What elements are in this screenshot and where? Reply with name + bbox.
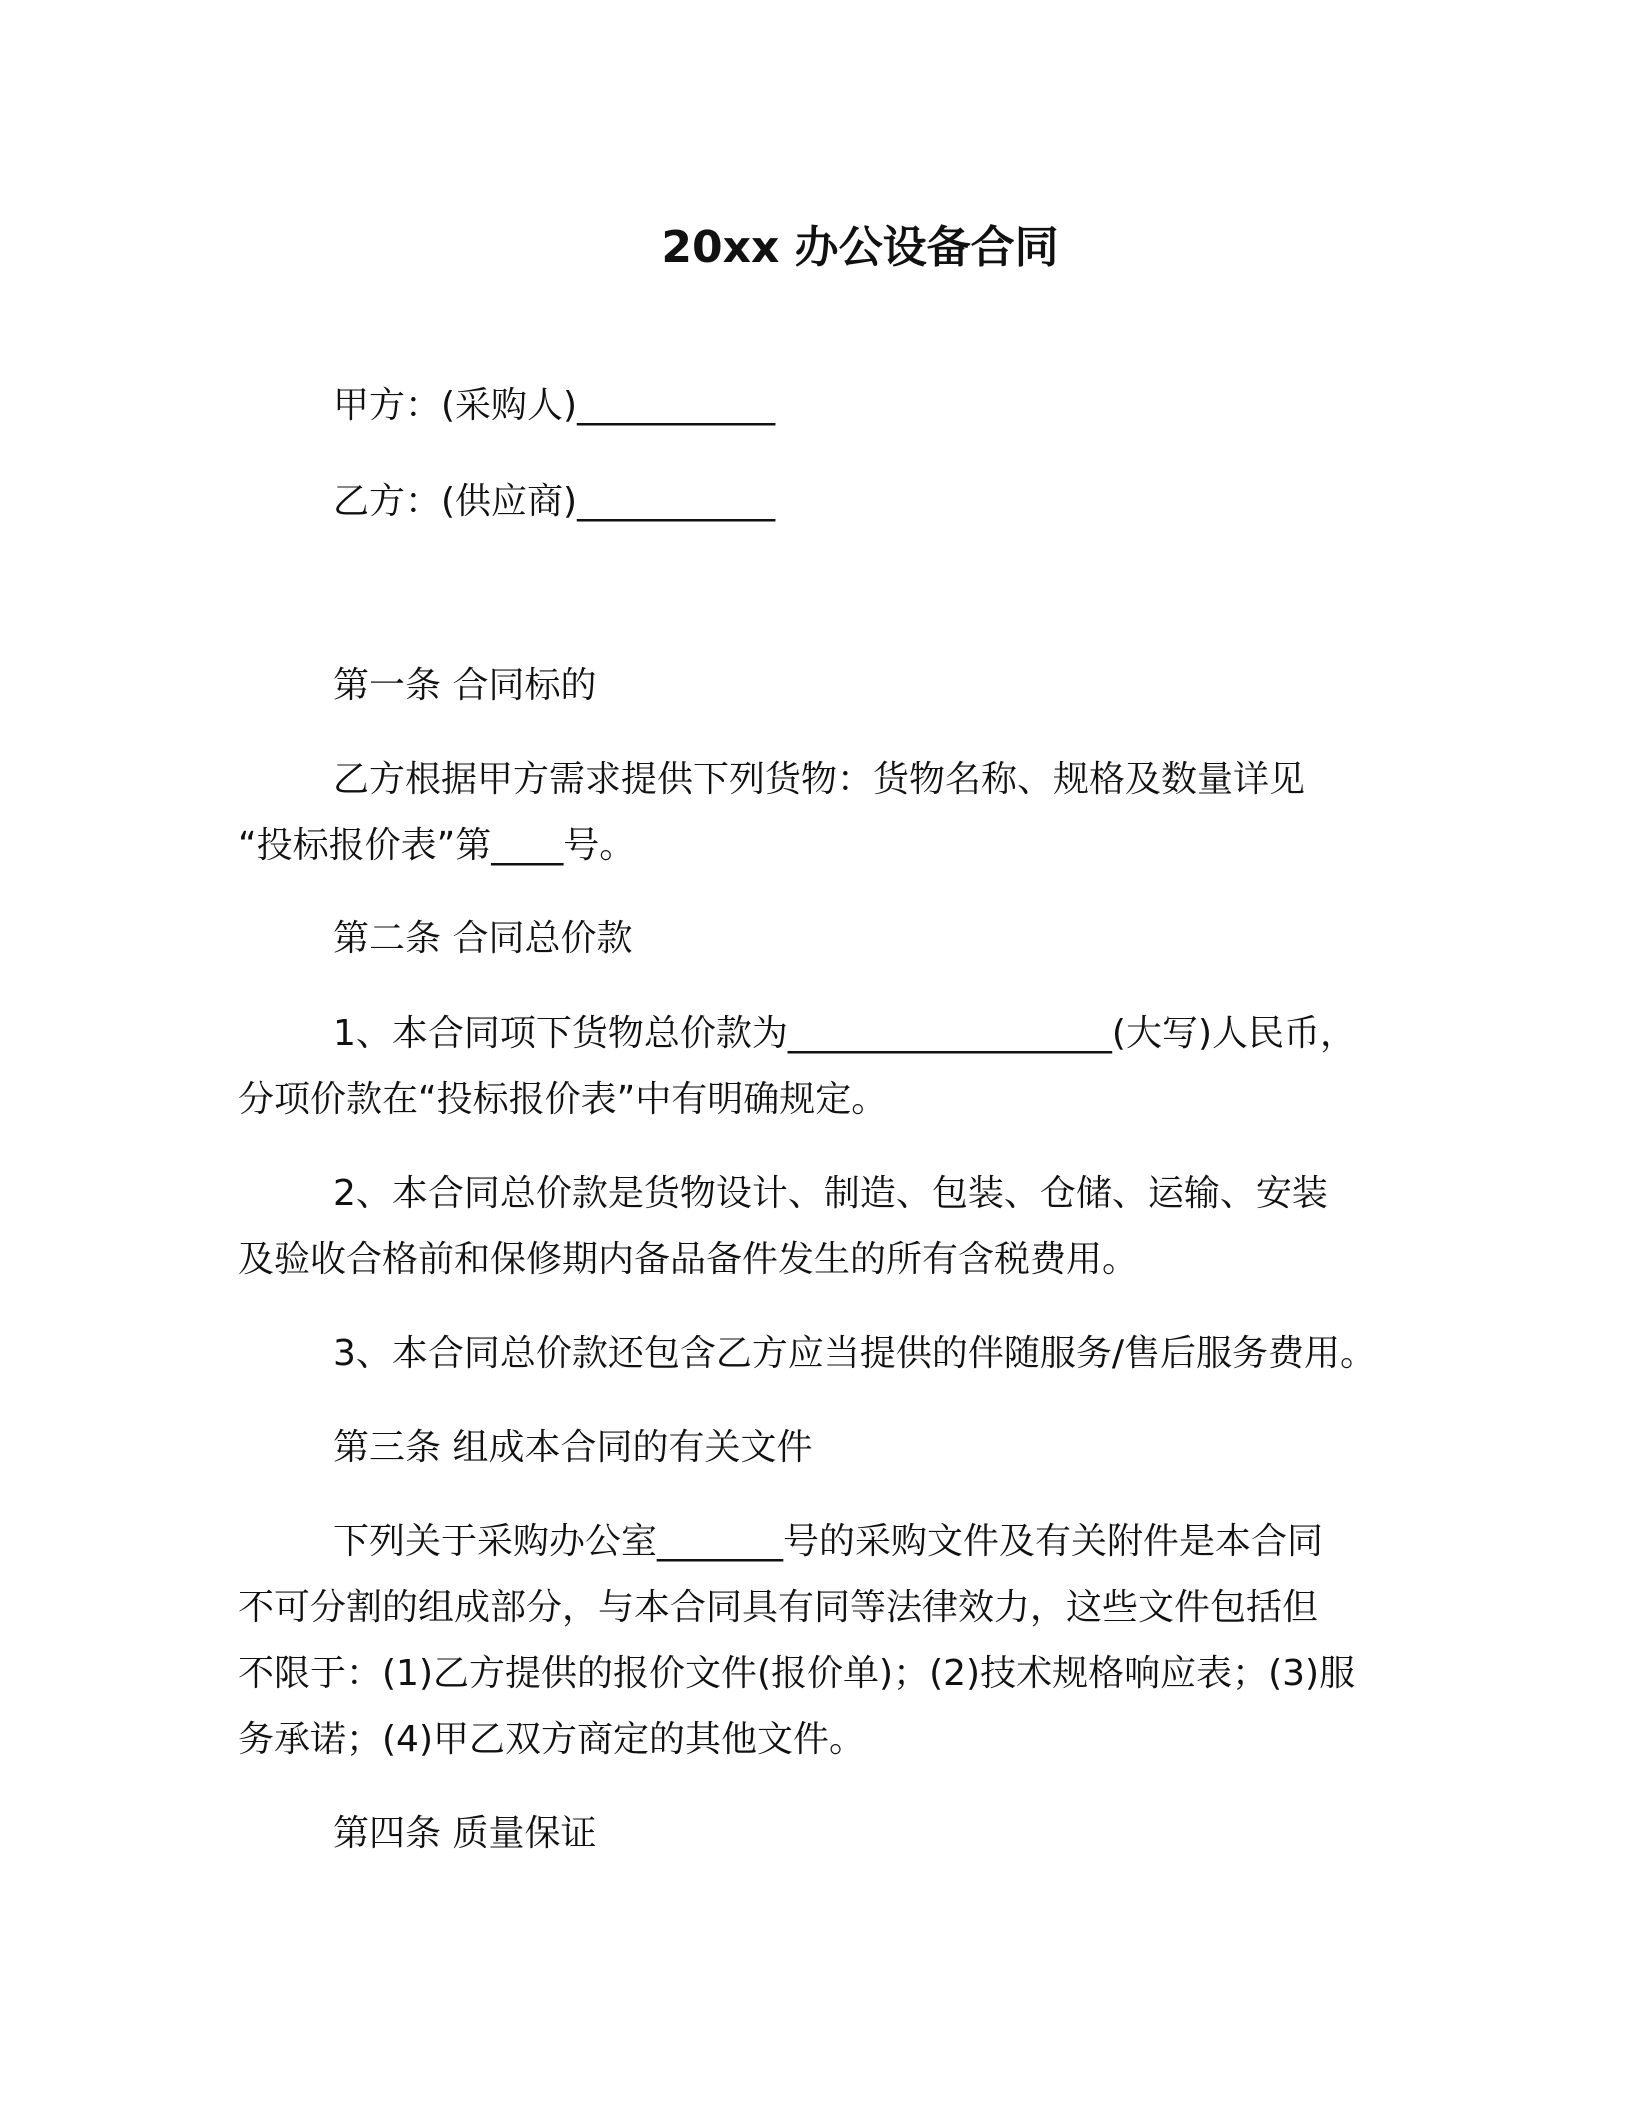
paragraph-line: 3、本合同总价款还包含乙方应当提供的伴随服务/售后服务费用。	[333, 1333, 1377, 1374]
paragraph-line: 不限于：(1)乙方提供的报价文件(报价单)；(2)技术规格响应表；(3)服	[238, 1653, 1356, 1694]
paragraph-line: 不可分割的组成部分，与本合同具有同等法律效力，这些文件包括但	[238, 1587, 1319, 1628]
paragraph-line: 及验收合格前和保修期内备品备件发生的所有含税费用。	[238, 1239, 1139, 1280]
party-b-line: 乙方：(供应商)___________	[333, 481, 776, 522]
paragraph-line: 乙方根据甲方需求提供下列货物：货物名称、规格及数量详见	[333, 759, 1306, 800]
section-1-heading: 第一条 合同标的	[333, 665, 597, 706]
paragraph-line: 务承诺；(4)甲乙双方商定的其他文件。	[238, 1719, 865, 1760]
paragraph-line: 2、本合同总价款是货物设计、制造、包装、仓储、运输、安装	[333, 1173, 1328, 1214]
section-4-heading: 第四条 质量保证	[333, 1813, 597, 1854]
paragraph-line: 分项价款在“投标报价表”中有明确规定。	[238, 1079, 888, 1120]
document-title: 20xx 办公设备合同	[661, 222, 1059, 273]
section-2-heading: 第二条 合同总价款	[333, 918, 633, 959]
section-3-heading: 第三条 组成本合同的有关文件	[333, 1427, 813, 1468]
paragraph-line: 1、本合同项下货物总价款为__________________(大写)人民币，	[333, 1013, 1356, 1054]
paragraph-line: “投标报价表”第____号。	[238, 825, 636, 866]
paragraph-line: 下列关于采购办公室_______号的采购文件及有关附件是本合同	[333, 1521, 1324, 1562]
party-a-line: 甲方：(采购人)___________	[333, 385, 776, 426]
